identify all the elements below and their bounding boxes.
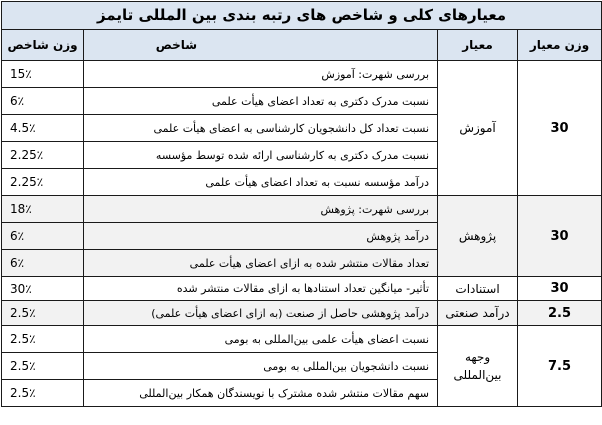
indicator-weight-cell: 6٪ [2,88,84,115]
indicator-cell: نسبت تعداد کل دانشجویان کارشناسی به اعضای هیأت علمی [84,115,438,142]
indicator-weight-cell: 2.5٪ [2,301,84,326]
indicator-cell: بررسی شهرت: پژوهش [84,196,438,223]
indicator-cell: نسبت دانشجویان بین‌المللی به بومی [84,353,438,380]
header-criterion-weight: وزن معیار [518,30,602,61]
header-criterion: معیار [438,30,518,61]
criterion-cell: درآمد صنعتی [438,301,518,326]
criterion-weight-cell: 30 [518,277,602,301]
header-indicator-weight: وزن شاخص [2,30,84,61]
indicator-weight-cell: 18٪ [2,196,84,223]
indicator-cell: نسبت مدرک دکتری به کارشناسی ارائه شده توسط مؤسسه [84,142,438,169]
indicator-weight-cell: 15٪ [2,61,84,88]
indicator-weight-cell: 2.25٪ [2,142,84,169]
title-row [2,2,602,30]
indicator-weight-cell: 6٪ [2,250,84,277]
header-row [2,30,602,61]
indicator-cell: درآمد پژوهشی حاصل از صنعت (به ازای اعضای هیأت علمی) [84,301,438,326]
indicator-weight-cell: 2.5٪ [2,326,84,353]
table-row [2,196,602,223]
indicator-cell: بررسی شهرت: آموزش [84,61,438,88]
indicator-cell: سهم مقالات منتشر شده مشترک با نویسندگان همکار بین‌المللی [84,380,438,407]
indicator-weight-cell: 4.5٪ [2,115,84,142]
indicator-weight-cell: 30٪ [2,277,84,301]
criterion-weight-cell: 7.5 [518,326,602,407]
indicator-weight-cell: 2.5٪ [2,380,84,407]
ranking-table [1,1,602,407]
table-row [2,277,602,301]
criterion-cell [438,326,518,407]
indicator-cell: نسبت مدرک دکتری به تعداد اعضای هیأت علمی [84,88,438,115]
indicator-weight-cell: 2.25٪ [2,169,84,196]
table-row [2,301,602,326]
table-title: معیارهای کلی و شاخص های رتبه بندی بین المللی تایمز [2,2,602,30]
indicator-cell: تعداد مقالات منتشر شده به ازای اعضای هیأت علمی [84,250,438,277]
indicator-weight-cell: 6٪ [2,223,84,250]
indicator-cell: درآمد پژوهش [84,223,438,250]
table-row [2,61,602,88]
criterion-cell: آموزش [438,61,518,196]
header-indicator: شاخص [84,30,438,61]
criterion-weight-cell: 30 [518,196,602,277]
indicator-weight-cell: 2.5٪ [2,353,84,380]
indicator-cell: تأثیر- میانگین تعداد استنادها به ازای مقالات منتشر شده [84,277,438,301]
table-row [2,326,602,353]
criterion-weight-cell: 30 [518,61,602,196]
criterion-cell: استنادات [438,277,518,301]
criterion-line-1: وجهه [464,350,491,364]
criterion-weight-cell: 2.5 [518,301,602,326]
criterion-line-2: بین‌المللی [453,368,502,382]
criterion-cell: پژوهش [438,196,518,277]
indicator-cell: درآمد مؤسسه نسبت به تعداد اعضای هیأت علمی [84,169,438,196]
indicator-cell: نسبت اعضای هیأت علمی بین‌المللی به بومی [84,326,438,353]
